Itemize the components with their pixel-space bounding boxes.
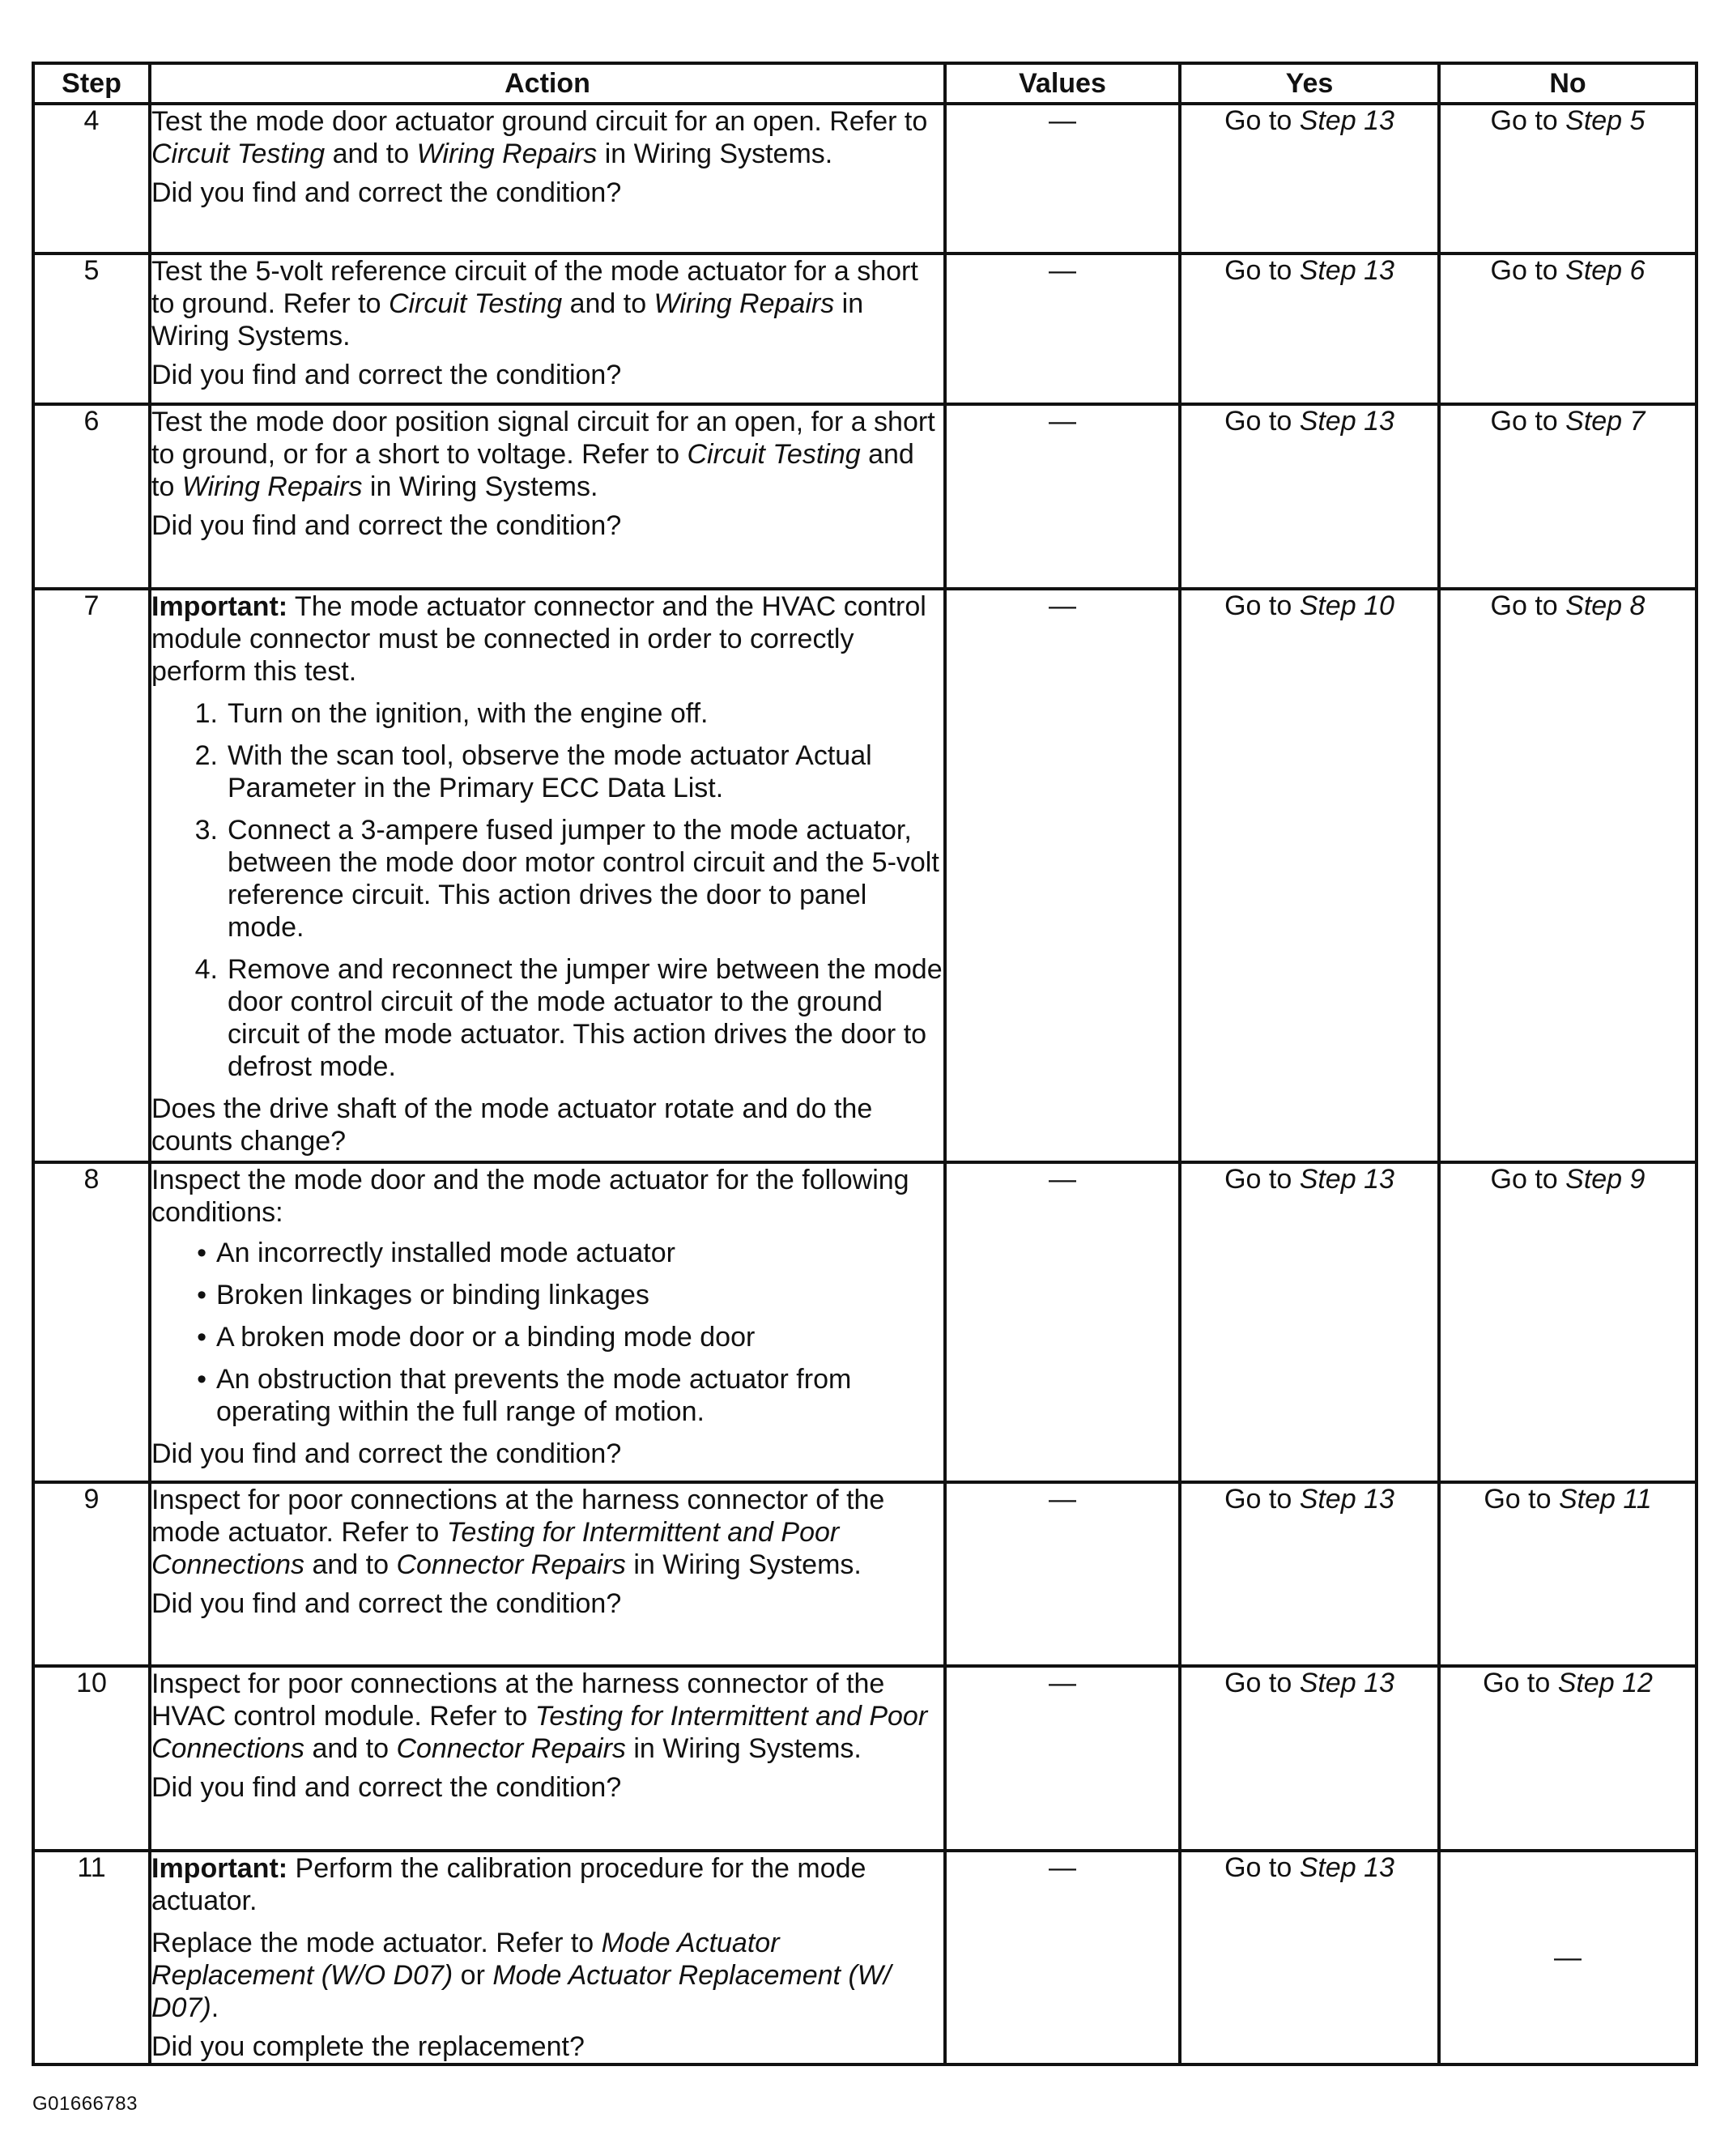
reference-link[interactable]: Connector Repairs — [396, 1549, 626, 1580]
step-number: 5 — [33, 254, 150, 404]
reference-link[interactable]: Wiring Repairs — [654, 288, 835, 319]
values-cell: — — [945, 1666, 1180, 1851]
values-cell: — — [945, 1851, 1180, 2064]
list-item: • A broken mode door or a binding mode door — [197, 1322, 756, 1353]
important-label: Important: — [151, 591, 288, 622]
action-text: Inspect for poor connections at the harness connector of the mode actuator. Refer to Testing for Intermittent and Poor Connections and to Connector Repairs in Wiring Systems. — [151, 1485, 885, 1580]
yes-step-link[interactable]: Step 13 — [1299, 406, 1394, 437]
reference-link[interactable]: Testing for Intermittent and Poor Connections — [151, 1517, 840, 1580]
no-step-link[interactable]: Step 9 — [1565, 1164, 1645, 1195]
procedure-list — [151, 697, 943, 1083]
list-item: 4. Remove and reconnect the jumper wire between the mode door control circuit of the mode actuator to the ground circuit of the mode actuator. This action drives the door to defrost mode. — [194, 954, 943, 1082]
action-question: Did you find and correct the condition? — [151, 1588, 622, 1619]
no-cell: Go to Step 8 — [1439, 589, 1697, 1162]
action-cell — [150, 254, 945, 404]
action-text: Test the mode door actuator ground circuit for an open. Refer to Circuit Testing and to Wiring Repairs in Wiring Systems. — [151, 106, 928, 169]
yes-cell: Go to Step 13 — [1180, 1666, 1439, 1851]
no-cell: Go to Step 6 — [1439, 254, 1697, 404]
list-item: 3. Connect a 3-ampere fused jumper to the mode actuator, between the mode door motor control circuit and the 5-volt reference circuit. This action drives the door to panel mode. — [194, 815, 939, 943]
yes-step-link[interactable]: Step 13 — [1299, 1484, 1394, 1515]
values-cell: — — [945, 589, 1180, 1162]
table-row — [33, 404, 1697, 589]
header-action: Action — [150, 63, 945, 104]
header-step: Step — [33, 63, 150, 104]
no-cell: Go to Step 11 — [1439, 1482, 1697, 1666]
table-row — [33, 1666, 1697, 1851]
conditions-list — [151, 1237, 943, 1428]
table-header-row — [33, 63, 1697, 104]
important-note: Important: The mode actuator connector and the HVAC control module connector must be connected in order to correctly perform this test. — [151, 591, 926, 687]
yes-cell: Go to Step 13 — [1180, 404, 1439, 589]
action-question: Did you find and correct the condition? — [151, 360, 622, 390]
no-cell: Go to Step 5 — [1439, 104, 1697, 254]
figure-id: G01666783 — [32, 2093, 138, 2115]
reference-link[interactable]: Wiring — [416, 138, 495, 169]
no-step-link[interactable]: Step 5 — [1565, 105, 1645, 136]
list-item: • An obstruction that prevents the mode actuator from operating within the full range of motion. — [197, 1364, 852, 1427]
yes-cell: Go to Step 13 — [1180, 254, 1439, 404]
table-row — [33, 589, 1697, 1162]
no-cell: Go to Step 9 — [1439, 1162, 1697, 1482]
yes-cell: Go to Step 13 — [1180, 1851, 1439, 2064]
action-cell — [150, 1482, 945, 1666]
action-question: Did you complete the replacement? — [151, 2031, 585, 2062]
action-text: Replace the mode actuator. Refer to Mode Actuator Replacement (W/O D07) or Mode Actuator Replacement (W/ D07). — [151, 1928, 892, 2023]
reference-link[interactable]: Circuit Testing — [388, 288, 563, 319]
header-yes: Yes — [1180, 63, 1439, 104]
action-cell — [150, 104, 945, 254]
yes-step-link[interactable]: Step 13 — [1299, 1852, 1394, 1883]
header-values: Values — [945, 63, 1180, 104]
step-number: 9 — [33, 1482, 150, 1666]
no-cell: Go to Step 12 — [1439, 1666, 1697, 1851]
yes-step-link[interactable]: Step 10 — [1299, 590, 1394, 621]
action-question: Did you find and correct the condition? — [151, 1772, 622, 1803]
reference-link[interactable]: Mode Actuator Replacement (W/O D07) — [151, 1928, 780, 1991]
step-number: 8 — [33, 1162, 150, 1482]
action-question: Does the drive shaft of the mode actuator rotate and do the counts change? — [151, 1093, 873, 1157]
reference-link[interactable]: Circuit Testing — [151, 138, 326, 169]
reference-link[interactable]: Connector Repairs — [396, 1733, 626, 1764]
step-number: 10 — [33, 1666, 150, 1851]
no-cell: Go to Step 7 — [1439, 404, 1697, 589]
yes-cell: Go to Step 13 — [1180, 104, 1439, 254]
action-cell — [150, 404, 945, 589]
list-item: 1. Turn on the ignition, with the engine off. — [194, 698, 709, 729]
list-item: 2. With the scan tool, observe the mode actuator Actual Parameter in the Primary ECC Data List. — [194, 740, 872, 803]
table-row — [33, 1162, 1697, 1482]
table-row — [33, 254, 1697, 404]
table-row — [33, 1851, 1697, 2064]
values-cell: — — [945, 404, 1180, 589]
reference-link[interactable]: Repairs — [502, 138, 598, 169]
no-step-link[interactable]: Step 11 — [1558, 1484, 1652, 1515]
yes-cell: Go to Step 13 — [1180, 1482, 1439, 1666]
no-step-link[interactable]: Step 12 — [1557, 1668, 1653, 1698]
values-cell: — — [945, 254, 1180, 404]
step-number: 11 — [33, 1851, 150, 2064]
no-step-link[interactable]: Step 6 — [1565, 255, 1645, 286]
action-question: Did you find and correct the condition? — [151, 510, 622, 541]
no-step-link[interactable]: Step 7 — [1565, 406, 1645, 437]
yes-cell: Go to Step 10 — [1180, 589, 1439, 1162]
step-number: 7 — [33, 589, 150, 1162]
important-note: Important: Perform the calibration procedure for the mode actuator. — [151, 1853, 866, 1916]
diagnostic-table — [32, 62, 1698, 2066]
table-row — [33, 104, 1697, 254]
yes-step-link[interactable]: Step 13 — [1299, 1164, 1394, 1195]
action-question: Did you find and correct the condition? — [151, 177, 622, 208]
action-question: Did you find and correct the condition? — [151, 1438, 622, 1469]
reference-link[interactable]: Mode Actuator Replacement (W/ D07) — [151, 1960, 892, 2023]
step-number: 6 — [33, 404, 150, 589]
reference-link[interactable]: Testing for Intermittent and Poor Connections — [151, 1701, 928, 1764]
action-cell — [150, 589, 945, 1162]
reference-link[interactable]: Wiring Repairs — [181, 471, 363, 502]
list-item: • Broken linkages or binding linkages — [197, 1280, 649, 1310]
no-step-link[interactable]: Step 8 — [1565, 590, 1645, 621]
values-cell: — — [945, 104, 1180, 254]
action-cell — [150, 1851, 945, 2064]
action-text: Test the mode door position signal circuit for an open, for a short to ground, or for a short to voltage. Refer to Circuit Testing and to Wiring Repairs in Wiring Systems. — [151, 407, 935, 502]
header-no: No — [1439, 63, 1697, 104]
action-cell — [150, 1162, 945, 1482]
values-cell: — — [945, 1482, 1180, 1666]
yes-step-link[interactable]: Step 13 — [1299, 105, 1394, 136]
yes-step-link[interactable]: Step 13 — [1299, 255, 1394, 286]
action-text: Inspect the mode door and the mode actuator for the following conditions: — [151, 1165, 909, 1228]
action-cell — [150, 1666, 945, 1851]
yes-step-link[interactable]: Step 13 — [1299, 1668, 1394, 1698]
step-number: 4 — [33, 104, 150, 254]
list-item: • An incorrectly installed mode actuator — [197, 1238, 675, 1268]
action-text: Test the 5-volt reference circuit of the mode actuator for a short to ground. Refer to Circuit Testing and to Wiring Repairs in Wiring Systems. — [151, 256, 918, 352]
yes-cell: Go to Step 13 — [1180, 1162, 1439, 1482]
important-label: Important: — [151, 1853, 288, 1884]
action-text: Inspect for poor connections at the harness connector of the HVAC control module. Refer to Testing for Intermittent and Poor Connections and to Connector Repairs in Wiring Systems. — [151, 1668, 928, 1764]
no-cell: — — [1439, 1851, 1697, 2064]
values-cell: — — [945, 1162, 1180, 1482]
reference-link[interactable]: Circuit Testing — [687, 439, 861, 470]
table-row — [33, 1482, 1697, 1666]
